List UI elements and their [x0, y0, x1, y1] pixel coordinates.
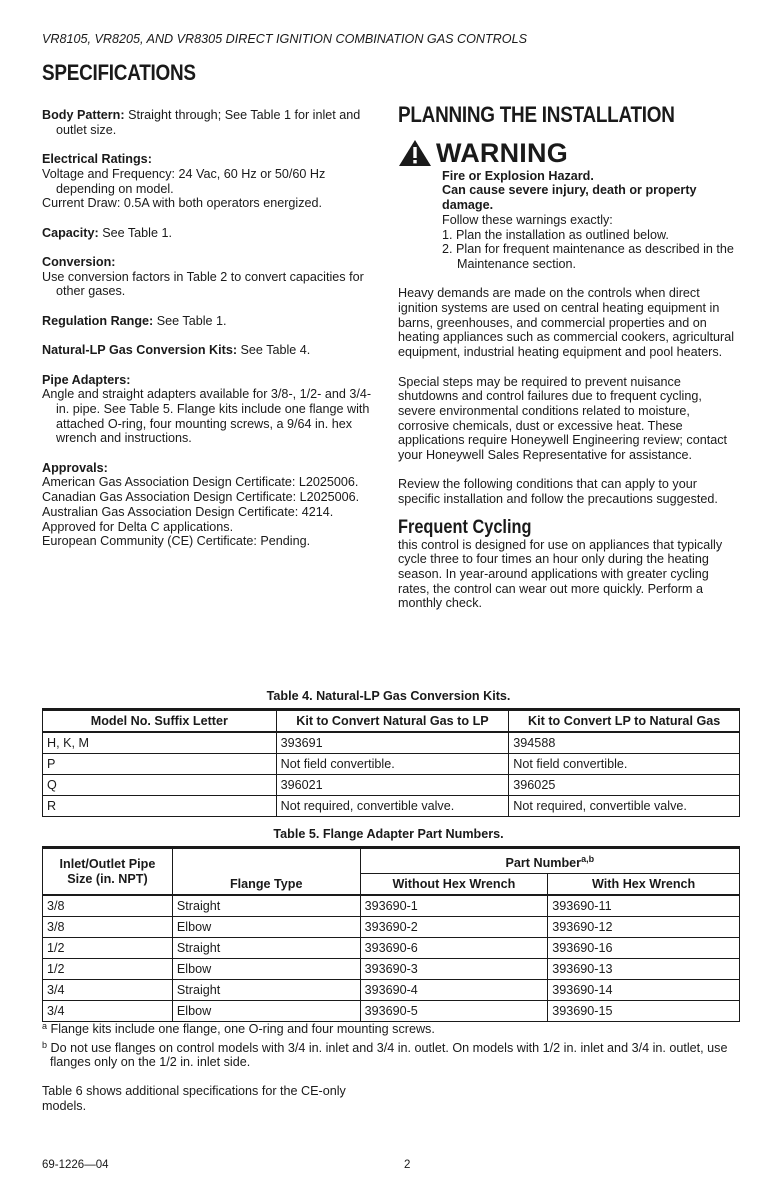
running-header: VR8105, VR8205, AND VR8305 DIRECT IGNITION COMBINATION GAS CONTROLS — [42, 32, 527, 46]
table-cell: 393690-15 — [548, 1001, 740, 1022]
table-cell: Elbow — [172, 1001, 360, 1022]
column-header: Kit to Convert LP to Natural Gas — [509, 710, 740, 733]
table-row — [43, 775, 740, 796]
footnote-text: Flange kits include one flange, one O-ring and four mounting screws. — [47, 1022, 435, 1036]
table-row — [43, 754, 740, 775]
paragraph-heavy-demands: Heavy demands are made on the controls when direct ignition systems are used on central heating equipment in barns, greenhouses, and commercial properties and on heating appliances such as commercial cookers, agricultural equipment, industrial heating equipment and pool heaters. — [398, 286, 734, 360]
table-header-row — [43, 710, 740, 733]
spec-body-pattern — [42, 108, 382, 137]
column-header: With Hex Wrench — [548, 874, 740, 896]
frequent-cycling-heading: Frequent Cycling — [398, 516, 532, 538]
part-number-label: Part Number — [505, 856, 582, 871]
planning-heading: PLANNING THE INSTALLATION — [398, 102, 675, 127]
table-cell: 393690-13 — [548, 959, 740, 980]
table-cell: Not required, convertible valve. — [276, 796, 509, 817]
spec-text: See Table 1. — [153, 313, 227, 328]
table-cell: Straight — [172, 938, 360, 959]
spec-label: Natural-LP Gas Conversion Kits: — [42, 343, 238, 358]
table-cell: 3/4 — [43, 1001, 173, 1022]
column-header-group — [360, 848, 739, 874]
table-cell: Not field convertible. — [509, 754, 740, 775]
table-row — [43, 938, 740, 959]
spec-line: Voltage and Frequency: 24 Vac, 60 Hz or 50/60 Hz depending on model. — [42, 166, 326, 196]
table4-caption: Table 4. Natural-LP Gas Conversion Kits. — [266, 689, 511, 703]
table-cell: 3/4 — [43, 980, 173, 1001]
table-row — [43, 917, 740, 938]
column-header: Inlet/Outlet Pipe Size (in. NPT) — [43, 848, 173, 896]
paragraph-special-steps: Special steps may be required to prevent nuisance shutdowns and control failures due to frequent cycling, severe environmental conditions related to moisture, corrosive chemicals, dust or excessive heat. These applications require Honeywell Engineering review; contact your Honeywell Sales Representative for assistance. — [398, 374, 728, 463]
table-row — [43, 895, 740, 917]
table6-note: Table 6 shows additional specifications for the CE-only models. — [42, 1084, 346, 1113]
table-cell: 393690-6 — [360, 938, 548, 959]
table-cell: 3/8 — [43, 917, 173, 938]
table-cell: 393690-16 — [548, 938, 740, 959]
table-cell: 1/2 — [43, 959, 173, 980]
spec-line: Australian Gas Association Design Certificate: 4214. — [42, 504, 334, 519]
table-cell: Q — [43, 775, 277, 796]
table-row — [43, 796, 740, 817]
table-cell: H, K, M — [43, 732, 277, 754]
table-cell: R — [43, 796, 277, 817]
footnote-b — [42, 1041, 742, 1070]
spec-label: Electrical Ratings: — [42, 152, 152, 167]
table-cell: 396021 — [276, 775, 509, 796]
spec-line: Approved for Delta C applications. — [42, 519, 234, 534]
spec-text: See Table 1. — [98, 225, 172, 240]
table-cell: 393690-14 — [548, 980, 740, 1001]
spec-kits — [42, 343, 382, 358]
table-cell: 393690-12 — [548, 917, 740, 938]
table-cell: Elbow — [172, 959, 360, 980]
footnote-text: Do not use flanges on control models with 3/4 in. inlet and 3/4 in. outlet. On models with 1/2 in. inlet and 3/4 in. outlet, use flanges only on the 1/2 in. inlet side. — [47, 1040, 728, 1070]
spec-text: Angle and straight adapters available for 3/8-, 1/2- and 3/4-in. pipe. See Table 5. Flange kits include one flange with attached O-ring, four mounting screws, a 9/64 in. hex wrench and instructions. — [42, 387, 372, 446]
table-cell: 393690-4 — [360, 980, 548, 1001]
spec-line: Current Draw: 0.5A with both operators energized. — [42, 196, 323, 211]
warning-triangle-icon — [398, 139, 432, 167]
footnote-marker: b — [42, 1039, 48, 1050]
table-cell: Elbow — [172, 917, 360, 938]
spec-electrical — [42, 152, 382, 211]
warning-item: 1. Plan the installation as outlined below. — [442, 227, 669, 242]
frequent-cycling-text: this control is designed for use on appliances that typically cycle three to four times an hour only during the heating season. In year-around applications with greater cycling rates, the control can wear out more quickly. Perform a monthly check. — [398, 537, 723, 611]
table-cell: 393690-3 — [360, 959, 548, 980]
footnotes — [42, 1022, 742, 1114]
table-cell: 393690-5 — [360, 1001, 548, 1022]
table-cell: Straight — [172, 980, 360, 1001]
table-cell: Not field convertible. — [276, 754, 509, 775]
column-header: Model No. Suffix Letter — [43, 710, 277, 733]
spec-line: Canadian Gas Association Design Certificate: L2025006. — [42, 490, 360, 505]
spec-label: Capacity: — [42, 225, 99, 240]
spec-capacity — [42, 226, 382, 241]
column-header: Without Hex Wrench — [360, 874, 548, 896]
table-cell: Straight — [172, 895, 360, 917]
table-cell: 393691 — [276, 732, 509, 754]
specifications-heading: SPECIFICATIONS — [42, 60, 196, 85]
specifications-column — [42, 108, 382, 564]
spec-text: Straight through; See Table 1 for inlet and outlet size. — [56, 108, 361, 137]
warning-intro: Follow these warnings exactly: — [442, 212, 613, 227]
table-cell: 393690-11 — [548, 895, 740, 917]
spec-pipe-adapters — [42, 373, 382, 447]
spec-conversion — [42, 255, 382, 299]
spec-label: Conversion: — [42, 254, 116, 269]
warning-hazard: Fire or Explosion Hazard. — [442, 168, 594, 183]
table-cell: 393690-2 — [360, 917, 548, 938]
spec-approvals — [42, 461, 382, 549]
planning-column — [398, 102, 738, 611]
table-row — [43, 959, 740, 980]
footnote-marker: a — [42, 1021, 48, 1031]
table4-conversion-kits — [42, 708, 740, 817]
spec-line: American Gas Association Design Certificate: L2025006. — [42, 475, 359, 490]
warning-consequence: Can cause severe injury, death or property damage. — [442, 183, 697, 213]
table-cell: 393690-1 — [360, 895, 548, 917]
table-cell: 3/8 — [43, 895, 173, 917]
warning-word: WARNING — [436, 137, 568, 168]
column-header: Flange Type — [172, 848, 360, 896]
spec-label: Approvals: — [42, 460, 108, 475]
warning-item: 2. Plan for frequent maintenance as described in the Maintenance section. — [442, 242, 734, 271]
paragraph-review: Review the following conditions that can apply to your specific installation and follow the precautions suggested. — [398, 477, 718, 507]
footnote-a — [42, 1022, 742, 1037]
table-row — [43, 1001, 740, 1022]
table-cell: 1/2 — [43, 938, 173, 959]
table5-caption: Table 5. Flange Adapter Part Numbers. — [273, 827, 504, 841]
table-cell: Not required, convertible valve. — [509, 796, 740, 817]
spec-label: Regulation Range: — [42, 313, 154, 328]
spec-line: European Community (CE) Certificate: Pending. — [42, 534, 311, 549]
spec-text: Use conversion factors in Table 2 to convert capacities for other gases. — [42, 269, 364, 299]
table-header-row — [43, 848, 740, 874]
table-row — [43, 732, 740, 754]
warning-header — [398, 139, 738, 167]
spec-label: Pipe Adapters: — [42, 372, 131, 387]
table-row — [43, 980, 740, 1001]
document-number: 69-1226—04 — [42, 1159, 109, 1171]
spec-label: Body Pattern: — [42, 108, 125, 122]
column-header: Kit to Convert Natural Gas to LP — [276, 710, 509, 733]
footnote-marker: a,b — [581, 854, 595, 864]
page-number: 2 — [404, 1159, 411, 1171]
spec-text: See Table 4. — [237, 343, 311, 358]
spec-regulation — [42, 314, 382, 329]
table5-flange-adapters — [42, 846, 740, 1022]
table-cell: 394588 — [509, 732, 740, 754]
table-cell: P — [43, 754, 277, 775]
warning-body — [442, 169, 738, 272]
table-cell: 396025 — [509, 775, 740, 796]
